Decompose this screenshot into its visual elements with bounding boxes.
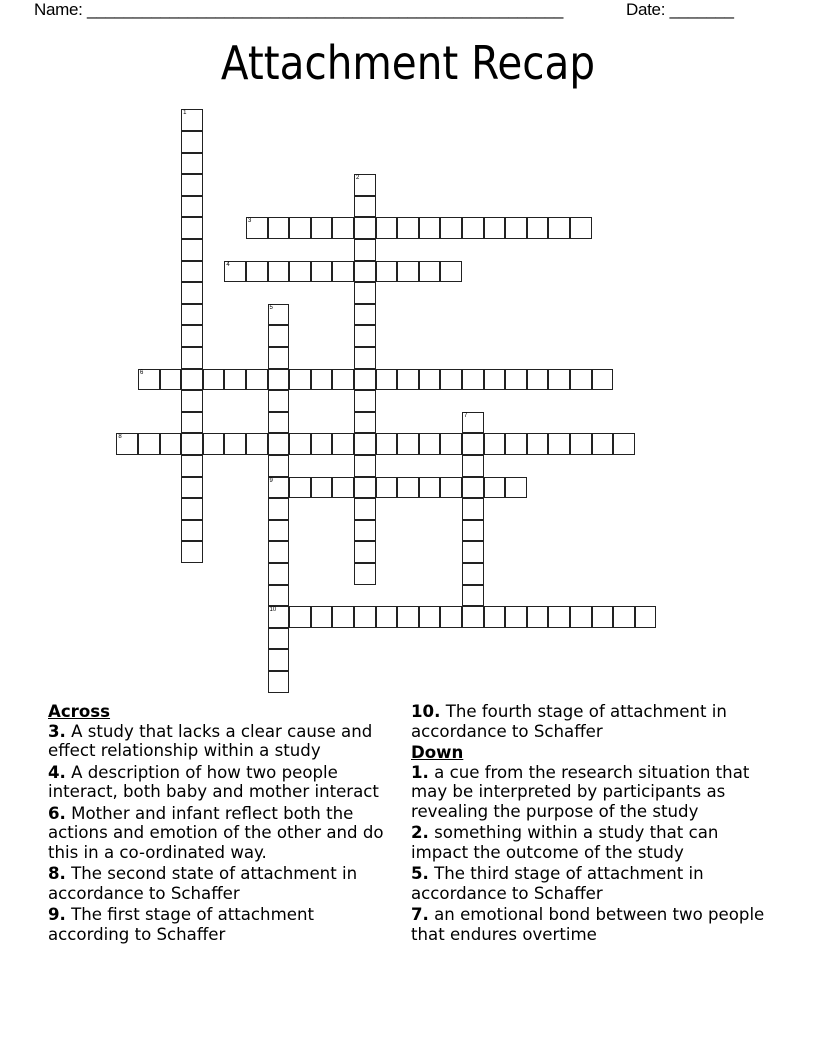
grid-cell[interactable] — [440, 369, 462, 391]
date-field[interactable] — [626, 0, 734, 20]
clue — [48, 722, 398, 761]
clue-text: The first stage of attachment according to Schaffer — [48, 905, 314, 944]
grid-cell[interactable] — [332, 217, 354, 239]
grid-cell[interactable] — [181, 390, 203, 412]
grid-cell[interactable] — [570, 369, 592, 391]
grid-cell[interactable] — [224, 369, 246, 391]
grid-cell[interactable] — [548, 606, 570, 628]
clue — [48, 905, 398, 944]
grid-cell[interactable] — [181, 261, 203, 283]
grid-cell[interactable] — [484, 606, 506, 628]
grid-cell[interactable] — [181, 520, 203, 542]
grid-cell[interactable] — [354, 304, 376, 326]
grid-cell[interactable] — [181, 217, 203, 239]
grid-cell[interactable] — [440, 217, 462, 239]
grid-cell[interactable] — [592, 369, 614, 391]
grid-cell[interactable] — [311, 433, 333, 455]
grid-cell[interactable] — [376, 261, 398, 283]
grid-cell[interactable] — [246, 261, 268, 283]
grid-cell[interactable] — [527, 217, 549, 239]
grid-cell[interactable] — [181, 455, 203, 477]
clue-number: 2. — [411, 823, 429, 842]
grid-cell[interactable] — [462, 563, 484, 585]
grid-cell[interactable] — [289, 261, 311, 283]
clue-text: A study that lacks a clear cause and effect relationship within a study — [48, 721, 373, 760]
clue-number: 5 — [269, 304, 273, 311]
grid-cell[interactable] — [268, 628, 290, 650]
clue-text: an emotional bond between two people that endures overtime — [411, 905, 765, 944]
grid-cell[interactable] — [268, 585, 290, 607]
grid-cell[interactable] — [138, 433, 160, 455]
grid-cell[interactable] — [462, 541, 484, 563]
grid-cell[interactable] — [116, 433, 138, 455]
grid-cell[interactable] — [332, 606, 354, 628]
grid-cell[interactable] — [354, 412, 376, 434]
grid-cell[interactable] — [203, 369, 225, 391]
date-line[interactable]: _______ — [669, 0, 734, 19]
grid-cell[interactable] — [613, 606, 635, 628]
grid-cell[interactable] — [354, 390, 376, 412]
grid-cell[interactable] — [440, 477, 462, 499]
grid-cell[interactable] — [462, 412, 484, 434]
grid-cell[interactable] — [354, 325, 376, 347]
clue — [411, 905, 771, 944]
grid-cell[interactable] — [505, 369, 527, 391]
grid-cell[interactable] — [181, 282, 203, 304]
grid-cell[interactable] — [440, 261, 462, 283]
grid-cell[interactable] — [354, 477, 376, 499]
grid-cell[interactable] — [160, 433, 182, 455]
grid-cell[interactable] — [570, 606, 592, 628]
date-label: Date: — [626, 0, 666, 19]
grid-cell[interactable] — [181, 174, 203, 196]
grid-cell[interactable] — [376, 606, 398, 628]
grid-cell[interactable] — [527, 606, 549, 628]
grid-cell[interactable] — [181, 196, 203, 218]
grid-cell[interactable] — [181, 412, 203, 434]
clue-number: 10. — [411, 702, 441, 721]
grid-cell[interactable] — [527, 433, 549, 455]
clue-number: 4 — [226, 261, 230, 268]
grid-cell[interactable] — [268, 455, 290, 477]
clue-number: 10 — [269, 607, 277, 614]
grid-cell[interactable] — [354, 196, 376, 218]
grid-cell[interactable] — [484, 369, 506, 391]
grid-cell[interactable] — [268, 369, 290, 391]
grid-cell[interactable] — [376, 477, 398, 499]
name-label: Name: — [34, 0, 83, 19]
grid-cell[interactable] — [440, 433, 462, 455]
clue-text: The second state of attachment in accordance to Schaffer — [48, 864, 358, 903]
clue-number: 7. — [411, 905, 429, 924]
down-heading: Down — [411, 743, 464, 762]
grid-cell[interactable] — [440, 606, 462, 628]
grid-cell[interactable] — [354, 369, 376, 391]
grid-cell[interactable] — [419, 477, 441, 499]
clue — [411, 823, 771, 862]
grid-cell[interactable] — [505, 217, 527, 239]
grid-cell[interactable] — [181, 109, 203, 131]
grid-cell[interactable] — [397, 477, 419, 499]
grid-cell[interactable] — [354, 261, 376, 283]
grid-cell[interactable] — [181, 498, 203, 520]
grid-cell[interactable] — [268, 217, 290, 239]
grid-cell[interactable] — [246, 433, 268, 455]
grid-cell[interactable] — [289, 369, 311, 391]
clue-number: 1 — [183, 110, 187, 117]
grid-cell[interactable] — [484, 217, 506, 239]
grid-cell[interactable] — [160, 369, 182, 391]
grid-cell[interactable] — [138, 369, 160, 391]
grid-cell[interactable] — [505, 433, 527, 455]
clue-number: 6 — [139, 369, 144, 376]
grid-cell[interactable] — [268, 477, 290, 499]
grid-cell[interactable] — [224, 433, 246, 455]
grid-cell[interactable] — [354, 174, 376, 196]
name-line[interactable]: ____________________________________________________ — [87, 0, 564, 19]
grid-cell[interactable] — [268, 412, 290, 434]
grid-cell[interactable] — [268, 606, 290, 628]
grid-cell[interactable] — [332, 261, 354, 283]
clue-text: a cue from the research situation that may be interpreted by participants as revealing the purpose of the study — [411, 762, 750, 821]
grid-cell[interactable] — [419, 369, 441, 391]
grid-cell[interactable] — [527, 369, 549, 391]
grid-cell[interactable] — [181, 369, 203, 391]
grid-cell[interactable] — [354, 520, 376, 542]
grid-cell[interactable] — [289, 477, 311, 499]
grid-cell[interactable] — [376, 433, 398, 455]
grid-cell[interactable] — [397, 369, 419, 391]
grid-cell[interactable] — [311, 369, 333, 391]
grid-cell[interactable] — [592, 433, 614, 455]
clue-number: 5. — [411, 864, 429, 883]
grid-cell[interactable] — [462, 369, 484, 391]
grid-cell[interactable] — [268, 261, 290, 283]
clue-number: 2 — [355, 175, 360, 182]
clue-number: 6. — [48, 803, 66, 823]
grid-cell[interactable] — [268, 671, 290, 693]
grid-cell[interactable] — [332, 477, 354, 499]
grid-cell[interactable] — [354, 563, 376, 585]
grid-cell[interactable] — [268, 304, 290, 326]
grid-cell[interactable] — [268, 541, 290, 563]
grid-cell[interactable] — [181, 153, 203, 175]
grid-cell[interactable] — [246, 217, 268, 239]
grid-cell[interactable] — [268, 649, 290, 671]
grid-cell[interactable] — [397, 261, 419, 283]
grid-cell[interactable] — [505, 477, 527, 499]
grid-cell[interactable] — [462, 585, 484, 607]
grid-cell[interactable] — [397, 606, 419, 628]
grid-cell[interactable] — [354, 217, 376, 239]
grid-cell[interactable] — [268, 433, 290, 455]
grid-cell[interactable] — [268, 390, 290, 412]
grid-cell[interactable] — [397, 433, 419, 455]
grid-cell[interactable] — [548, 369, 570, 391]
grid-cell[interactable] — [376, 217, 398, 239]
grid-cell[interactable] — [332, 433, 354, 455]
clue-number: 3. — [48, 721, 66, 741]
clue-text: A description of how two people interact, both baby and mother interact — [48, 762, 379, 801]
grid-cell[interactable] — [181, 477, 203, 499]
grid-cell[interactable] — [311, 261, 333, 283]
grid-cell[interactable] — [268, 498, 290, 520]
name-field[interactable] — [34, 0, 563, 20]
grid-cell[interactable] — [354, 282, 376, 304]
grid-cell[interactable] — [376, 369, 398, 391]
clue — [48, 763, 398, 802]
grid-cell[interactable] — [268, 563, 290, 585]
grid-cell[interactable] — [224, 261, 246, 283]
grid-cell[interactable] — [246, 369, 268, 391]
clue-number: 9 — [269, 477, 273, 484]
grid-cell[interactable] — [484, 433, 506, 455]
grid-cell[interactable] — [419, 217, 441, 239]
grid-cell[interactable] — [635, 606, 657, 628]
clue-number: 3 — [247, 218, 252, 225]
clue-text: The fourth stage of attachment in accordance to Schaffer — [411, 702, 727, 741]
clue-text: Mother and infant reflect both the actions and emotion of the other and do this in a co-ordinated way. — [48, 803, 384, 862]
grid-cell[interactable] — [419, 433, 441, 455]
grid-cell[interactable] — [462, 477, 484, 499]
grid-cell[interactable] — [181, 541, 203, 563]
grid-cell[interactable] — [484, 477, 506, 499]
grid-cell[interactable] — [570, 217, 592, 239]
grid-cell[interactable] — [570, 433, 592, 455]
grid-cell[interactable] — [289, 433, 311, 455]
grid-cell[interactable] — [397, 217, 419, 239]
page-title: Attachment Recap — [220, 36, 596, 90]
grid-cell[interactable] — [181, 239, 203, 261]
grid-cell[interactable] — [505, 606, 527, 628]
grid-cell[interactable] — [548, 217, 570, 239]
grid-cell[interactable] — [354, 347, 376, 369]
grid-cell[interactable] — [354, 455, 376, 477]
grid-cell[interactable] — [354, 433, 376, 455]
grid-cell[interactable] — [289, 217, 311, 239]
clue-number: 8. — [48, 864, 66, 883]
grid-cell[interactable] — [613, 433, 635, 455]
clue — [48, 864, 398, 903]
grid-cell[interactable] — [592, 606, 614, 628]
grid-cell[interactable] — [548, 433, 570, 455]
clue-number: 7 — [463, 412, 468, 419]
grid-cell[interactable] — [181, 325, 203, 347]
grid-cell[interactable] — [462, 520, 484, 542]
grid-cell[interactable] — [462, 498, 484, 520]
across-heading: Across — [48, 702, 111, 721]
clue — [411, 702, 771, 741]
clue — [48, 804, 398, 863]
grid-cell[interactable] — [181, 347, 203, 369]
grid-cell[interactable] — [419, 261, 441, 283]
grid-cell[interactable] — [332, 369, 354, 391]
clue — [411, 864, 771, 903]
grid-cell[interactable] — [354, 541, 376, 563]
clue-number: 1. — [411, 762, 429, 782]
clue-number: 4. — [48, 762, 66, 782]
grid-cell[interactable] — [462, 433, 484, 455]
grid-cell[interactable] — [268, 347, 290, 369]
grid-cell[interactable] — [354, 498, 376, 520]
grid-cell[interactable] — [311, 217, 333, 239]
grid-cell[interactable] — [311, 477, 333, 499]
grid-cell[interactable] — [354, 239, 376, 261]
clue-text: The third stage of attachment in accordance to Schaffer — [411, 864, 704, 903]
grid-cell[interactable] — [203, 433, 225, 455]
grid-cell[interactable] — [181, 131, 203, 153]
grid-cell[interactable] — [462, 455, 484, 477]
clue-number: 9. — [48, 905, 66, 924]
grid-cell[interactable] — [354, 606, 376, 628]
clue-text: something within a study that can impact the outcome of the study — [411, 823, 719, 862]
grid-cell[interactable] — [462, 606, 484, 628]
grid-cell[interactable] — [462, 217, 484, 239]
across-clues — [48, 702, 398, 946]
grid-cell[interactable] — [311, 606, 333, 628]
clue — [411, 763, 771, 822]
grid-cell[interactable] — [419, 606, 441, 628]
grid-cell[interactable] — [289, 606, 311, 628]
clue-number: 8 — [118, 434, 122, 441]
down-clues — [411, 702, 771, 946]
grid-cell[interactable] — [268, 325, 290, 347]
grid-cell[interactable] — [181, 433, 203, 455]
grid-cell[interactable] — [268, 520, 290, 542]
grid-cell[interactable] — [181, 304, 203, 326]
